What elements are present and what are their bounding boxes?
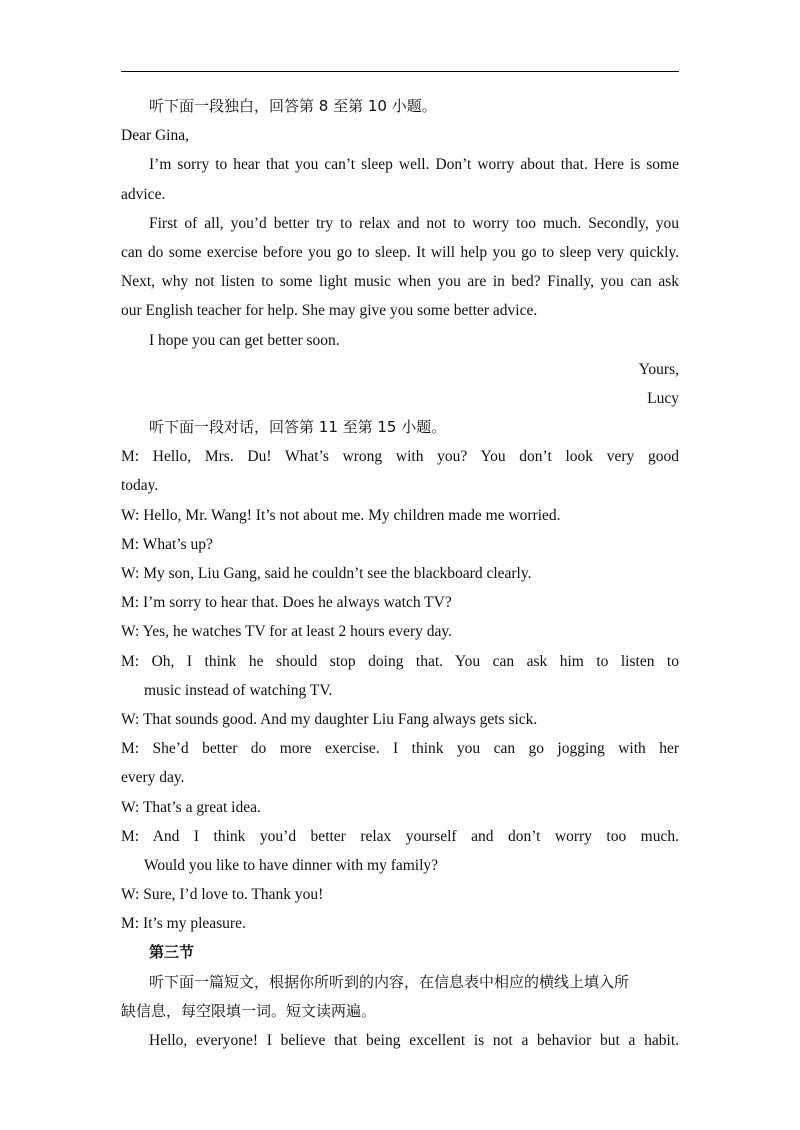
dialogue-line: W: Yes, he watches TV for at least 2 hours every day.	[121, 623, 453, 641]
dialogue-line: W: My son, Liu Gang, said he couldn’t see the blackboard clearly.	[121, 565, 532, 582]
dialogue-line: W: Sure, I’d love to. Thank you!	[121, 886, 324, 904]
dialogue-line: W: That’s a great idea.	[121, 798, 261, 816]
dialogue-line: M: I’m sorry to hear that. Does he always watch TV?	[121, 594, 452, 612]
dialogue-line: M: What’s up?	[121, 535, 213, 553]
dialogue-line: M: Oh, I think he should stop doing that. You can ask him to listen to	[121, 652, 679, 670]
dialogue-line: today.	[121, 477, 159, 495]
letter-signature: Lucy	[647, 389, 679, 407]
section-instruction: 听下面一篇短文，根据你所听到的内容，在信息表中相应的横线上填入所	[149, 972, 630, 991]
letter-closing: Yours,	[638, 360, 679, 378]
passage-line: Hello, everyone! I believe that being excellent is not a behavior but a habit.	[149, 1032, 679, 1049]
dialogue-line: M: It’s my pleasure.	[121, 915, 246, 933]
dialogue-line: M: She’d better do more exercise. I think you can go jogging with her	[121, 740, 679, 758]
letter-line: can do some exercise before you go to sleep. It will help you go to sleep very quickly.	[121, 243, 679, 261]
dialogue-line: Would you like to have dinner with my family?	[144, 856, 439, 874]
dialogue-line: M: Hello, Mrs. Du! What’s wrong with you? You don’t look very good	[121, 448, 679, 466]
section-instruction: 缺信息，每空限填一词。短文读两遍。	[121, 1001, 377, 1020]
dialogue-line: W: That sounds good. And my daughter Liu Fang always gets sick.	[121, 710, 538, 728]
letter-line: I hope you can get better soon.	[149, 331, 340, 349]
dialogue-line: M: And I think you’d better relax yourself and don’t worry too much.	[121, 827, 679, 845]
document-page	[121, 92, 679, 1055]
dialogue-line: music instead of watching TV.	[144, 681, 333, 699]
letter-line: our English teacher for help. She may give you some better advice.	[121, 302, 538, 320]
letter-line: First of all, you’d better try to relax and not to worry too much. Secondly, you	[149, 214, 679, 232]
dialogue-line: every day.	[121, 769, 185, 787]
top-rule	[121, 71, 679, 72]
section-title: 第三节	[149, 943, 195, 962]
letter-line: Next, why not listen to some light music when you are in bed? Finally, you can ask	[121, 273, 679, 291]
section-header-monologue: 听下面一段独白，回答第 8 至第 10 小题。	[149, 97, 437, 115]
letter-line: advice.	[121, 185, 166, 203]
letter-line: I’m sorry to hear that you can’t sleep well. Don’t worry about that. Here is some	[149, 156, 679, 174]
letter-greeting: Dear Gina,	[121, 127, 189, 145]
section-header-dialogue: 听下面一段对话，回答第 11 至第 15 小题。	[149, 418, 447, 437]
dialogue-line: W: Hello, Mr. Wang! It’s not about me. My children made me worried.	[121, 506, 561, 524]
